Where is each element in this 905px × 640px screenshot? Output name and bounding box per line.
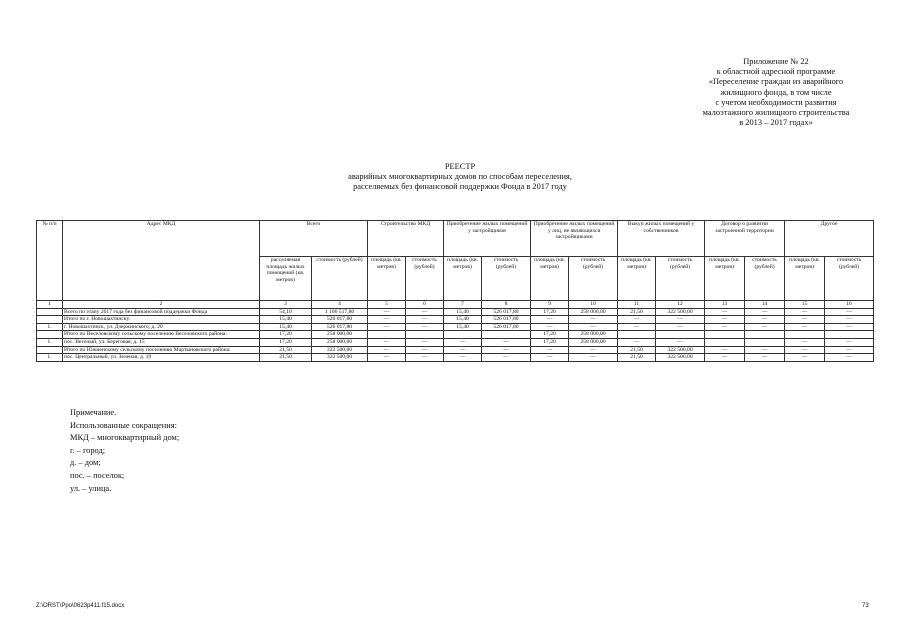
appendix-block <box>660 57 892 128</box>
column-number: 9 <box>531 301 569 309</box>
table-cell: — <box>705 354 745 362</box>
table-cell: 15,40 <box>260 323 312 331</box>
subheader-area: площадь (кв. метров) <box>368 257 406 301</box>
abbreviation-item: МКД – многоквартирный дом; <box>70 433 180 443</box>
subheader-cost: стоимость (рублей) <box>656 257 705 301</box>
table-cell: — <box>785 346 825 354</box>
table-cell: — <box>656 338 705 346</box>
table-cell: 17,20 <box>531 308 569 316</box>
table-cell: — <box>569 323 618 331</box>
subheader-cost: стоимость (рублей) <box>406 257 444 301</box>
row-address: пос. Центральный, ул. Зеленая, д. 19 <box>63 354 260 362</box>
table-cell: — <box>825 354 874 362</box>
table-cell: — <box>618 338 656 346</box>
table-cell: 17,20 <box>260 338 312 346</box>
table-row <box>37 338 874 346</box>
column-number: 1 <box>37 301 63 309</box>
column-number: 15 <box>785 301 825 309</box>
header-purchase-other: Приобретение жилых помещений у лиц, не являющихся застройщиками <box>531 221 618 257</box>
table-cell: — <box>368 354 406 362</box>
table-cell: — <box>745 316 785 324</box>
row-number: 1. <box>37 338 63 346</box>
table-cell: — <box>825 323 874 331</box>
table-cell: — <box>368 338 406 346</box>
table-cell: 322 500,00 <box>656 354 705 362</box>
table-row <box>37 308 874 316</box>
appendix-line: жилищного фонда, в том числе <box>720 87 832 97</box>
table-cell: 322 500,00 <box>656 346 705 354</box>
table-cell: — <box>406 316 444 324</box>
header-total: Всего <box>260 221 368 257</box>
page-number: 73 <box>862 603 869 609</box>
table-body <box>37 308 874 361</box>
table-cell: — <box>406 308 444 316</box>
header-num: № п/п <box>37 221 63 301</box>
table-cell: — <box>745 308 785 316</box>
table-cell: 322 500,00 <box>312 354 368 362</box>
header-buyout: Выкуп жилых помещений у собственников <box>618 221 705 257</box>
row-number: 1. <box>37 323 63 331</box>
row-number <box>37 346 63 354</box>
table-cell: 21,50 <box>618 308 656 316</box>
title-main: РЕЕСТР <box>444 162 476 171</box>
subheader-cost: стоимость (рублей) <box>312 257 368 301</box>
table-cell: — <box>368 323 406 331</box>
appendix-line: к областной адресной программе <box>716 67 836 77</box>
row-number: 1. <box>37 354 63 362</box>
table-cell: — <box>444 346 482 354</box>
subheader-area: площадь (кв. метров) <box>444 257 482 301</box>
table-cell: 526 017,80 <box>482 308 531 316</box>
appendix-line: Приложение № 22 <box>743 57 809 66</box>
abbreviations-title: Использованные сокращения: <box>70 420 177 430</box>
subheader-settled-area: расселяемая площадь жилых помещений (кв. метров) <box>260 257 312 301</box>
row-address: Итого по Веселовскому сельскому поселению Веселовского района: <box>63 331 260 339</box>
table-cell: — <box>745 354 785 362</box>
table-cell <box>368 331 406 339</box>
table-cell: — <box>825 316 874 324</box>
column-number: 11 <box>618 301 656 309</box>
table-cell: — <box>745 323 785 331</box>
table-cell: 258 000,00 <box>569 338 618 346</box>
table-cell: — <box>406 338 444 346</box>
table-cell: 21,50 <box>260 346 312 354</box>
column-number: 5 <box>368 301 406 309</box>
column-number: 4 <box>312 301 368 309</box>
table-cell: — <box>569 346 618 354</box>
column-number: 6 <box>406 301 444 309</box>
header-development: Договор о развитии застроенной территории <box>705 221 785 257</box>
table-cell: — <box>444 354 482 362</box>
table-cell: — <box>482 354 531 362</box>
table-cell: 15,40 <box>260 316 312 324</box>
table-cell: — <box>482 338 531 346</box>
table-cell: 258 000,00 <box>312 338 368 346</box>
table-cell: 17,20 <box>260 331 312 339</box>
notes-block <box>70 407 179 495</box>
table-cell: 1 106 517,80 <box>312 308 368 316</box>
table-cell <box>705 331 745 339</box>
subheader-cost: стоимость (рублей) <box>569 257 618 301</box>
table-cell: 15,40 <box>444 308 482 316</box>
column-number: 3 <box>260 301 312 309</box>
table-cell: — <box>569 354 618 362</box>
table-cell: — <box>705 308 745 316</box>
table-cell <box>745 338 785 346</box>
column-number: 12 <box>656 301 705 309</box>
column-number: 14 <box>745 301 785 309</box>
table-cell: — <box>825 308 874 316</box>
subheader-cost: стоимость (рублей) <box>745 257 785 301</box>
table-cell: 17,20 <box>531 338 569 346</box>
table-cell: 21,50 <box>618 354 656 362</box>
appendix-line: в 2013 – 2017 годах» <box>739 118 813 128</box>
table-cell: 322 500,00 <box>656 308 705 316</box>
subheader-cost: стоимость (рублей) <box>482 257 531 301</box>
abbreviation-item: ул. – улица. <box>70 483 112 493</box>
table-cell: — <box>785 338 825 346</box>
row-number <box>37 331 63 339</box>
subheader-area: площадь (кв. метров) <box>785 257 825 301</box>
table-cell: 258 000,00 <box>569 308 618 316</box>
header-other: Другое <box>785 221 874 257</box>
table-cell: — <box>785 354 825 362</box>
column-number: 10 <box>569 301 618 309</box>
table-cell: — <box>444 338 482 346</box>
footer-file-path: Z:\ORST\Ppo\0623p411.f15.docx <box>36 603 125 609</box>
row-address: г. Новошахтинск, ул. Дзержинского, д. 20 <box>63 323 260 331</box>
header-construction: Строительство МКД <box>368 221 444 257</box>
table-cell: — <box>785 323 825 331</box>
table-cell: — <box>368 308 406 316</box>
table-cell: 17,20 <box>531 331 569 339</box>
subheader-area: площадь (кв. метров) <box>618 257 656 301</box>
table-row <box>37 346 874 354</box>
table-cell: — <box>406 346 444 354</box>
row-address: Итого по Южненскому сельскому поселению Мартыновского района: <box>63 346 260 354</box>
table-cell <box>618 331 656 339</box>
document-title <box>250 162 670 193</box>
table-cell: — <box>406 354 444 362</box>
row-address: Всего по этапу 2017 года без финансовой поддержки Фонда <box>63 308 260 316</box>
table-cell <box>745 331 785 339</box>
table-cell <box>406 331 444 339</box>
table-cell: — <box>825 338 874 346</box>
table-cell: 526 017,80 <box>482 316 531 324</box>
table-cell: 15,40 <box>444 323 482 331</box>
table-cell <box>825 331 874 339</box>
table-cell: 21,50 <box>618 346 656 354</box>
table-cell: — <box>531 323 569 331</box>
title-subtitle: аварийных многоквартирных домов по способам переселения, <box>348 172 572 182</box>
table-cell: — <box>569 316 618 324</box>
registry-table <box>36 220 874 362</box>
table-cell: — <box>406 323 444 331</box>
table-row <box>37 354 874 362</box>
table-cell <box>482 331 531 339</box>
abbreviation-item: д. – дом; <box>70 458 101 468</box>
row-number <box>37 316 63 324</box>
table-cell: — <box>482 346 531 354</box>
table-cell <box>705 338 745 346</box>
table-cell: — <box>656 323 705 331</box>
table-cell: 526 017,80 <box>312 316 368 324</box>
appendix-line: с учетом необходимости развития <box>715 97 837 107</box>
table-cell: — <box>705 346 745 354</box>
abbreviation-item: г. – город; <box>70 445 106 455</box>
table-cell: — <box>825 346 874 354</box>
title-subtitle: расселяемых без финансовой поддержки Фонда в 2017 году <box>353 182 567 192</box>
table-cell: 54,10 <box>260 308 312 316</box>
table-cell <box>785 331 825 339</box>
subheader-area: площадь (кв. метров) <box>705 257 745 301</box>
column-number: 16 <box>825 301 874 309</box>
subheader-cost: стоимость (рублей) <box>825 257 874 301</box>
table-cell: 258 000,00 <box>312 331 368 339</box>
table-cell: — <box>705 316 745 324</box>
table-cell: 258 000,00 <box>569 331 618 339</box>
row-number <box>37 308 63 316</box>
column-number: 7 <box>444 301 482 309</box>
table-cell: — <box>618 323 656 331</box>
appendix-line: малоэтажного жилищного строительства <box>702 108 850 118</box>
table-cell: — <box>531 346 569 354</box>
table-cell: 15,40 <box>444 316 482 324</box>
table-cell: — <box>368 316 406 324</box>
table-cell: 526 017,80 <box>482 323 531 331</box>
row-address: Итого по г. Новошахтинску: <box>63 316 260 324</box>
table-cell: — <box>785 308 825 316</box>
table-cell: — <box>785 316 825 324</box>
table-cell: — <box>618 316 656 324</box>
table-row <box>37 331 874 339</box>
table-cell: — <box>705 323 745 331</box>
abbreviation-item: пос. – поселок; <box>70 470 125 480</box>
row-address: пос. Веселый, ул. Береговая, д. 15 <box>63 338 260 346</box>
header-address: Адрес МКД <box>63 221 260 301</box>
table-cell: — <box>656 316 705 324</box>
table-cell <box>444 331 482 339</box>
column-number: 13 <box>705 301 745 309</box>
table-cell: — <box>531 316 569 324</box>
table-cell: — <box>745 346 785 354</box>
table-row <box>37 323 874 331</box>
table-cell: 322 500,00 <box>312 346 368 354</box>
header-purchase-developers: Приобретение жилых помещений у застройщиков <box>444 221 531 257</box>
table-row <box>37 316 874 324</box>
notes-heading: Примечание. <box>70 408 117 417</box>
table-cell: 21,50 <box>260 354 312 362</box>
table-cell <box>656 331 705 339</box>
table-cell: — <box>368 346 406 354</box>
column-number: 8 <box>482 301 531 309</box>
column-numbers-row <box>37 301 874 309</box>
subheader-area: площадь (кв. метров) <box>531 257 569 301</box>
appendix-line: «Переселение граждан из аварийного <box>708 77 844 87</box>
column-number: 2 <box>63 301 260 309</box>
table-cell: 526 017,80 <box>312 323 368 331</box>
table-cell: — <box>531 354 569 362</box>
